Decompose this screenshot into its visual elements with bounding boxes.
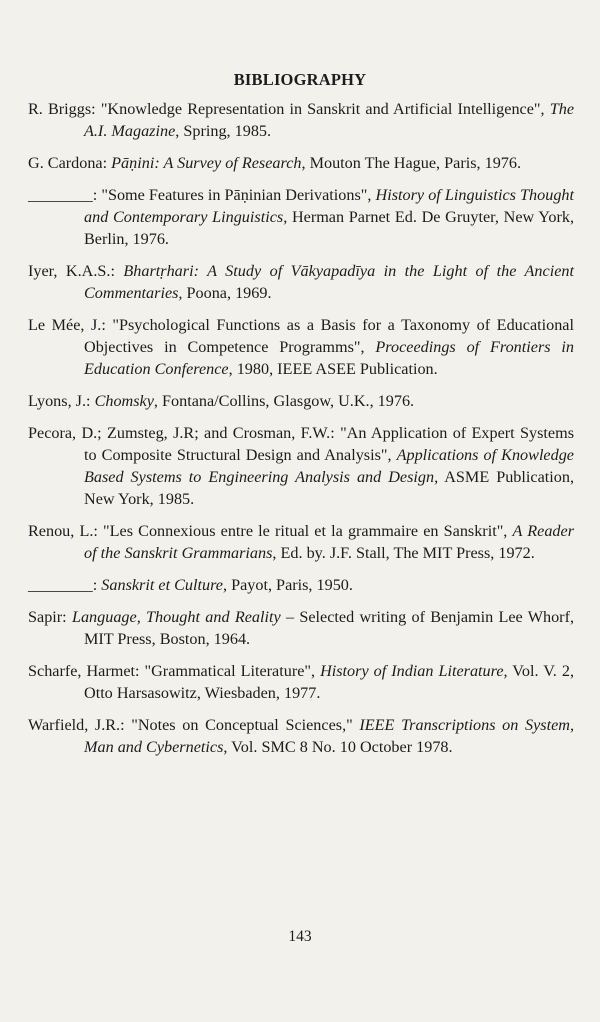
entry-text: Le Mée, J.: "Psychological Functions as a Basis for a Taxonomy of Educational Objectives in Competence Programms",: [28, 316, 574, 356]
bibliography-entry: [28, 260, 574, 304]
entry-text: Sapir:: [28, 608, 72, 626]
entry-text: , Spring, 1985.: [175, 122, 272, 140]
entry-title-italic: Applications of Knowledge Based Systems to Engineering Analysis and Design,: [84, 446, 574, 486]
entry-title-italic: History of Indian Literature,: [320, 662, 508, 680]
entry-text: ASME Publication, New York, 1985.: [84, 468, 574, 508]
entry-text: , Payot, Paris, 1950.: [223, 576, 353, 594]
bibliography-entry: [28, 98, 574, 142]
entry-title-italic: Bhartṛhari: A Study of Vākyapadīya in the Light of the Ancient Commentaries,: [84, 262, 574, 302]
bibliography-entry: [28, 574, 574, 596]
bibliography-entry: [28, 660, 574, 704]
entry-text: Vol. V. 2, Otto Harsasowitz, Wiesbaden, 1977.: [84, 662, 574, 702]
entry-text: , Fontana/Collins, Glasgow, U.K., 1976.: [153, 392, 415, 410]
entry-text: Renou, L.: "Les Connexious entre le ritual et la grammaire en Sanskrit",: [28, 522, 513, 540]
entry-text: , Herman Parnet Ed. De Gruyter, New York, Berlin, 1976.: [84, 208, 574, 248]
entry-title-italic: A Reader of the Sanskrit Grammarians: [84, 522, 574, 562]
page-number: 143: [288, 928, 312, 945]
entry-text: Scharfe, Harmet: "Grammatical Literature",: [28, 662, 321, 680]
entry-text: Pecora, D.; Zumsteg, J.R; and Crosman, F.W.: "An Application of Expert Systems to Composite Structural Design and Analysis",: [28, 424, 574, 464]
entry-title-italic: IEEE Transcriptions on System, Man and Cybernetics: [84, 716, 574, 756]
entry-title-italic: Chomsky: [94, 392, 154, 410]
entry-text: ________: "Some Features in Pāṇinian Derivations",: [28, 186, 376, 204]
entry-text: Lyons, J.:: [28, 392, 95, 410]
entry-text: G. Cardona:: [28, 154, 112, 172]
entry-text: R. Briggs: "Knowledge Representation in Sanskrit and Artificial Intelligence",: [28, 100, 550, 118]
entry-text: ________:: [28, 576, 102, 594]
bibliography-entry: [28, 606, 574, 650]
entry-title-italic: The A.I. Magazine: [84, 100, 574, 140]
bibliography-entry: [28, 520, 574, 564]
entry-title-italic: Language, Thought and Reality: [71, 608, 281, 626]
entry-title-italic: Proceedings of Frontiers in Education Conference: [84, 338, 574, 378]
entry-title-italic: Sanskrit et Culture: [101, 576, 223, 594]
bibliography-entry: [28, 152, 574, 174]
entry-text: , Vol. SMC 8 No. 10 October 1978.: [223, 738, 453, 756]
entry-title-italic: Pāṇini: A Survey of Research: [111, 154, 302, 172]
entry-text: , Ed. by. J.F. Stall, The MIT Press, 1972.: [272, 544, 535, 562]
entry-title-italic: History of Linguistics Thought and Contemporary Linguistics: [84, 186, 575, 226]
entry-text: – Selected writing of Benjamin Lee Whorf, MIT Press, Boston, 1964.: [84, 608, 575, 648]
bibliography-entry: [28, 714, 574, 758]
entry-text: , 1980, IEEE ASEE Publication.: [228, 360, 438, 378]
bibliography-entry: [28, 390, 574, 412]
bibliography-entry: [28, 184, 574, 250]
entry-text: , Mouton The Hague, Paris, 1976.: [301, 154, 522, 172]
entry-text: Poona, 1969.: [182, 284, 272, 302]
bibliography-entry: [28, 422, 574, 510]
bibliography-list: [28, 98, 574, 768]
entry-text: Iyer, K.A.S.:: [28, 262, 124, 280]
entry-text: Warfield, J.R.: "Notes on Conceptual Sciences,": [28, 716, 360, 734]
bibliography-entry: [28, 314, 574, 380]
page-title: BIBLIOGRAPHY: [233, 70, 367, 89]
